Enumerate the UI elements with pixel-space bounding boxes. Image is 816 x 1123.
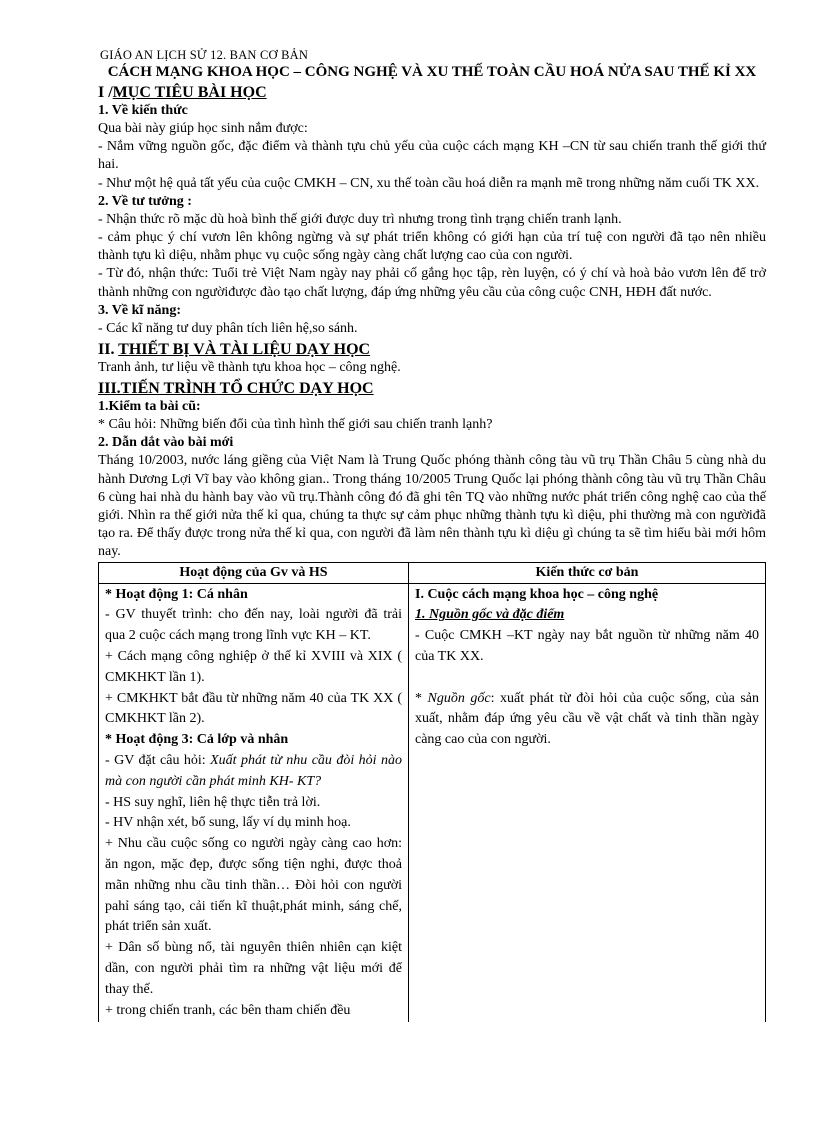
section-2-number: II. bbox=[98, 341, 119, 359]
table-row bbox=[99, 583, 766, 1022]
section-1-title: MỤC TIÊU BÀI HỌC bbox=[112, 84, 267, 101]
activities-cell bbox=[99, 583, 409, 1022]
cell-paragraph: - HS suy nghĩ, liên hệ thực tiễn trả lời. bbox=[105, 794, 321, 810]
lesson-title: CÁCH MẠNG KHOA HỌC – CÔNG NGHỆ VÀ XU THẾ TOÀN CẦU HOÁ NỬA SAU THẾ KỈ XX bbox=[107, 64, 757, 80]
section-2-title: THIẾT BỊ VÀ TÀI LIỆU DẠY HỌC bbox=[118, 341, 371, 359]
cell-paragraph bbox=[105, 751, 402, 793]
question-text: Xuất phát từ nhu cầu đòi hỏi nào mà con người cần phát minh KH- KT? bbox=[105, 753, 402, 789]
cell-paragraph bbox=[415, 689, 759, 751]
cell-paragraph: + CMKHKT bắt đầu từ những năm 40 của TK XX ( CMKHKT lần 2). bbox=[105, 690, 402, 727]
bullet-star: * bbox=[415, 690, 428, 706]
paragraph: Tranh ảnh, tư liệu về thành tựu khoa học – công nghệ. bbox=[98, 360, 401, 376]
skills-heading: 3. Về kĩ năng: bbox=[98, 302, 181, 318]
origin-text: : xuất phát từ đòi hỏi của cuộc sống, của sản xuất, nhằm đáp ứng yêu cầu về vật chất và tinh thần ngày càng cao của con người. bbox=[415, 690, 759, 748]
document-page bbox=[98, 48, 766, 1022]
origin-term: Nguồn gốc bbox=[427, 690, 491, 706]
cell-paragraph: - HV nhận xét, bổ sung, lấy ví dụ minh hoạ. bbox=[105, 815, 351, 831]
table-header-activities: Hoạt động của Gv và HS bbox=[99, 562, 409, 583]
document-header: GIÁO AN LỊCH SỬ 12. BAN CƠ BẢN bbox=[100, 48, 309, 62]
question-lead: - GV đặt câu hỏi: bbox=[105, 753, 211, 769]
section-2-heading bbox=[98, 340, 766, 359]
spacer bbox=[415, 668, 759, 689]
table-header-row bbox=[99, 562, 766, 583]
knowledge-subheading: 1. Nguồn gốc và đặc điểm bbox=[415, 607, 565, 623]
cell-paragraph: + trong chiến tranh, các bên tham chiến đều bbox=[105, 1002, 351, 1018]
paragraph: - Nắm vững nguồn gốc, đặc điểm và thành tựu chủ yếu của cuộc cách mạng KH –CN từ sau chiến tranh thế giới thứ hai. bbox=[98, 139, 766, 173]
paragraph: Tháng 10/2003, nước láng giềng của Việt Nam là Trung Quốc phóng thành công tàu vũ trụ Thần Châu 5 cùng nhà du hành Dương Lợi Vĩ bay vào không gian.. Trong tháng 10/2005 Trung Quốc lại phóng thành công tàu vũ trụ Thần Châu 6 cùng hai nhà du hành bay vào vũ trụ.Thành công đó đã ghi tên TQ vào những nước phát triển công nghệ cao của thế giới. Nhìn ra thế giới nửa thế kỉ qua, chúng ta thực sự cảm phục những thành tựu kì diệu, phi thường mà con ngườiđã tạo ra. Để thấy được trong nửa thế kỉ qua, con người đã làm nên thành tựu kì diệu gì chúng ta sẽ tìm hiểu bài mới hôm nay. bbox=[98, 453, 766, 560]
activity-heading: * Hoạt động 1: Cá nhân bbox=[105, 586, 248, 602]
cell-paragraph: + Cách mạng công nghiệp ở thế kỉ XVIII và XIX ( CMKHKT lần 1). bbox=[105, 649, 402, 685]
cell-paragraph: - Cuộc CMKH –KT ngày nay bắt nguồn từ những năm 40 của TK XX. bbox=[415, 628, 759, 665]
paragraph: - cảm phục ý chí vươn lên không ngừng và sự phát triển không có giới hạn của trí tuệ con người đã tạo nên nhiều thành tựu kì diệu, nhằm phục vụ cuộc sống ngày càng chất lượng cao của con người. bbox=[98, 230, 766, 264]
knowledge-heading: 1. Về kiến thức bbox=[98, 103, 188, 118]
section-3-title: III.TIẾN TRÌNH TỔ CHỨC DẠY HỌC bbox=[98, 380, 374, 398]
cell-paragraph: - GV thuyết trình: cho đến nay, loài người đã trải qua 2 cuộc cách mạng trong lĩnh vực KH – KT. bbox=[105, 607, 402, 644]
knowledge-cell bbox=[409, 583, 766, 1022]
knowledge-section-heading: I. Cuộc cách mạng khoa học – công nghệ bbox=[415, 586, 659, 602]
paragraph: - Như một hệ quả tất yếu của cuộc CMKH – CN, xu thế toàn cầu hoá diễn ra mạnh mẽ trong những năm cuối TK XX. bbox=[98, 175, 760, 191]
cell-paragraph: + Dân số bùng nổ, tài nguyên thiên nhiên cạn kiệt dần, con người phải tìm ra những vật liệu mới để thay thế. bbox=[105, 940, 402, 997]
activity-heading: * Hoạt động 3: Cả lớp và nhân bbox=[105, 732, 289, 748]
cell-paragraph: + Nhu cầu cuộc sống co người ngày càng cao hơn: ăn ngon, mặc đẹp, được sống tiện nghi, được thoả mãn những nhu cầu tinh thần… Đòi hỏi con người pahỉ sáng tạo, cải tiến kĩ thuật,phát minh, sáng chế, phát triển sản xuất. bbox=[105, 836, 402, 935]
section-1-number: I / bbox=[98, 84, 113, 101]
paragraph: * Câu hỏi: Những biến đổi của tình hình thế giới sau chiến tranh lạnh? bbox=[98, 417, 493, 433]
lesson-table bbox=[98, 562, 766, 1023]
ideology-heading: 2. Về tư tưởng : bbox=[98, 193, 192, 209]
table-header-knowledge: Kiến thức cơ bản bbox=[409, 562, 766, 583]
paragraph: - Nhận thức rõ mặc dù hoà bình thế giới được duy trì nhưng trong tình trạng chiến tranh lạnh. bbox=[98, 211, 622, 227]
paragraph: Qua bài này giúp học sinh nắm được: bbox=[98, 121, 308, 136]
intro-heading: 2. Dẫn dắt vào bài mới bbox=[98, 435, 234, 451]
paragraph: - Các kĩ năng tư duy phân tích liên hệ,so sánh. bbox=[98, 320, 358, 336]
review-heading: 1.Kiểm ta bài cũ: bbox=[98, 399, 201, 415]
section-3-heading bbox=[98, 379, 766, 398]
paragraph: - Từ đó, nhận thức: Tuổi trẻ Việt Nam ngày nay phải cố gắng học tập, rèn luyện, có ý chí và hoà bảo vươn lên để trở thành những con ngườiđược đào tạo chất lượng, đáp ứng những yêu cầu của công cuộc CNH, HĐH đất nước. bbox=[98, 266, 766, 300]
section-1-heading bbox=[98, 83, 766, 102]
